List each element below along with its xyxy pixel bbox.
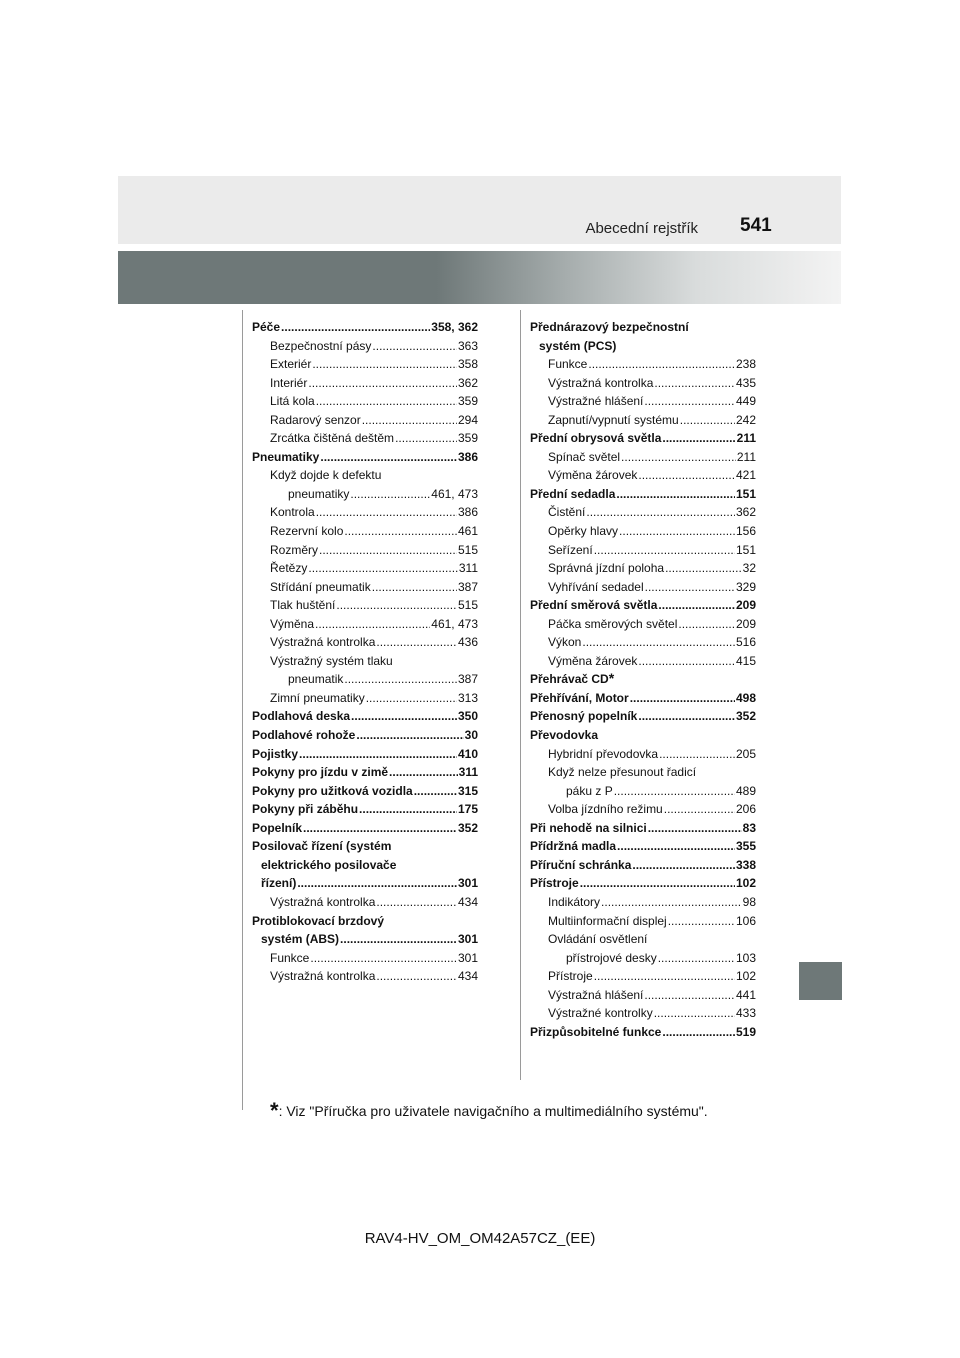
index-entry-page: 238 bbox=[735, 357, 756, 372]
index-entry-page: 30 bbox=[464, 728, 478, 743]
index-entry bbox=[530, 652, 756, 671]
index-entry-term: Přehřívání, Motor bbox=[530, 690, 629, 705]
index-entry-term: Výměna žárovek bbox=[548, 468, 638, 483]
index-entry bbox=[530, 819, 756, 838]
dot-leader bbox=[586, 503, 735, 522]
index-entry bbox=[530, 745, 756, 764]
dot-leader bbox=[316, 392, 457, 411]
index-entry-term: pneumatik bbox=[288, 672, 344, 687]
dot-leader bbox=[630, 689, 735, 708]
index-entry-term: Výstražná kontrolka bbox=[270, 894, 376, 909]
index-entry bbox=[252, 893, 478, 912]
index-entry-term: Výstražná kontrolka bbox=[270, 969, 376, 984]
index-entry-page: 151 bbox=[735, 486, 756, 501]
index-entry bbox=[252, 856, 478, 875]
index-entry-page: 175 bbox=[457, 802, 478, 817]
index-entry-page: 301 bbox=[457, 950, 478, 965]
dot-leader bbox=[594, 541, 735, 560]
index-entry-term: Když dojde k defektu bbox=[270, 468, 382, 483]
index-entry-term: Přednárazový bezpečnostní bbox=[530, 320, 689, 334]
index-entry bbox=[252, 615, 478, 634]
index-entry-term: systém (ABS) bbox=[261, 932, 340, 947]
index-entry-page: 358, 362 bbox=[431, 320, 478, 334]
index-entry-term: Přední směrová světla bbox=[530, 598, 658, 613]
index-entry bbox=[252, 633, 478, 652]
index-entry-term: Volba jízdního režimu bbox=[548, 802, 663, 817]
index-entry-page: 415 bbox=[735, 653, 756, 668]
index-entry-page: 498 bbox=[735, 690, 756, 705]
index-entry-page: 338 bbox=[735, 857, 756, 872]
index-entry-page: 436 bbox=[457, 635, 478, 650]
index-entry bbox=[252, 782, 478, 801]
index-entry bbox=[252, 689, 478, 708]
index-column-right bbox=[530, 318, 756, 1041]
index-entry-term: Výstražná kontrolka bbox=[270, 635, 376, 650]
index-entry-page: 242 bbox=[735, 412, 756, 427]
index-entry-term: Přední sedadla bbox=[530, 486, 616, 501]
index-entry-page: 434 bbox=[457, 894, 478, 909]
dot-leader bbox=[644, 392, 735, 411]
index-entry-term: Páčka směrových světel bbox=[548, 616, 678, 631]
index-entry-page: 363 bbox=[457, 338, 478, 353]
index-entry-page: 359 bbox=[457, 431, 478, 446]
index-entry-term: Výměna bbox=[270, 616, 315, 631]
dot-leader bbox=[662, 1023, 735, 1042]
index-entry bbox=[530, 596, 756, 615]
index-entry bbox=[530, 485, 756, 504]
index-entry-page: 421 bbox=[735, 468, 756, 483]
index-entry-term: systém (PCS) bbox=[539, 338, 617, 353]
index-entry bbox=[252, 503, 478, 522]
dot-leader bbox=[376, 893, 457, 912]
dot-leader bbox=[315, 615, 430, 634]
index-entry-term: Bezpečnostní pásy bbox=[270, 338, 372, 353]
dot-leader bbox=[299, 745, 457, 764]
index-entry-page: 156 bbox=[735, 524, 756, 539]
index-entry-term: Opěrky hlavy bbox=[548, 524, 619, 539]
dot-leader bbox=[356, 726, 463, 745]
index-entry bbox=[530, 318, 756, 337]
dot-leader bbox=[344, 670, 457, 689]
index-entry bbox=[530, 448, 756, 467]
index-entry bbox=[530, 782, 756, 801]
dot-leader bbox=[336, 596, 457, 615]
index-entry bbox=[252, 726, 478, 745]
index-entry-term: Přední obrysová světla bbox=[530, 431, 662, 446]
index-entry-term: Podlahová deska bbox=[252, 709, 351, 724]
index-entry-term: Zrcátka čištěná deštěm bbox=[270, 431, 395, 446]
index-entry-page: 362 bbox=[735, 505, 756, 520]
footnote-text: : Viz "Příručka pro uživatele navigačního a multimediálního systému". bbox=[278, 1103, 708, 1119]
index-entry-term: Přenosný popelník bbox=[530, 709, 638, 724]
index-entry-page: 209 bbox=[735, 598, 756, 613]
index-entry-term: Podlahové rohože bbox=[252, 728, 356, 743]
index-entry-term: páku z P bbox=[566, 783, 613, 798]
dot-leader bbox=[351, 707, 457, 726]
index-entry-page: 352 bbox=[735, 709, 756, 724]
dot-leader bbox=[372, 578, 457, 597]
index-entry-term: Kontrola bbox=[270, 505, 315, 520]
index-entry bbox=[530, 466, 756, 485]
dot-leader bbox=[308, 559, 458, 578]
dot-leader bbox=[638, 466, 735, 485]
dot-leader bbox=[665, 559, 742, 578]
dot-leader bbox=[617, 837, 735, 856]
index-entry-page: 519 bbox=[735, 1024, 756, 1039]
index-entry-page: 209 bbox=[735, 616, 756, 631]
index-entry-term: Multiinformační displej bbox=[548, 913, 667, 928]
dot-leader bbox=[389, 763, 458, 782]
index-entry-page: 358 bbox=[457, 357, 478, 372]
index-entry bbox=[530, 578, 756, 597]
index-entry-page: 102 bbox=[735, 969, 756, 984]
index-entry-term: Posilovač řízení (systém bbox=[252, 839, 392, 854]
index-entry bbox=[530, 837, 756, 856]
index-entry-page: 301 bbox=[457, 876, 478, 891]
middle-column-rule bbox=[520, 310, 521, 1080]
index-entry-page: 83 bbox=[742, 820, 756, 835]
index-entry-page: 410 bbox=[457, 746, 478, 761]
index-entry-term: Zimní pneumatiky bbox=[270, 690, 365, 705]
footnote bbox=[270, 1098, 708, 1124]
index-entry bbox=[252, 819, 478, 838]
index-entry-page: 441 bbox=[735, 987, 756, 1002]
page-number: 541 bbox=[740, 215, 772, 236]
index-entry-page: 461 bbox=[457, 524, 478, 539]
index-entry bbox=[530, 633, 756, 652]
index-entry-term: Střídání pneumatik bbox=[270, 579, 371, 594]
index-entry-page: 387 bbox=[457, 672, 478, 687]
index-entry-page: 103 bbox=[735, 950, 756, 965]
index-entry bbox=[252, 763, 478, 782]
index-entry bbox=[530, 763, 756, 782]
index-entry bbox=[530, 615, 756, 634]
index-entry-page: 205 bbox=[735, 746, 756, 761]
index-entry-term: Exteriér bbox=[270, 357, 312, 372]
dot-leader bbox=[616, 485, 735, 504]
index-entry bbox=[252, 652, 478, 671]
index-entry bbox=[252, 392, 478, 411]
index-entry-term: Výstražná hlášení bbox=[548, 987, 644, 1002]
index-entry-term: přístrojové desky bbox=[566, 950, 657, 965]
index-entry-term: Přizpůsobitelné funkce bbox=[530, 1024, 662, 1039]
index-entry bbox=[252, 522, 478, 541]
index-entry bbox=[252, 837, 478, 856]
dot-leader bbox=[668, 912, 735, 931]
index-entry bbox=[530, 559, 756, 578]
index-entry-page: 435 bbox=[735, 375, 756, 390]
index-entry-page: 515 bbox=[457, 598, 478, 613]
dot-leader bbox=[316, 503, 457, 522]
dot-leader bbox=[645, 578, 735, 597]
index-entry-term: Pokyny při záběhu bbox=[252, 802, 359, 817]
index-entry-term: Funkce bbox=[548, 357, 588, 372]
index-entry-term: Pneumatiky bbox=[252, 449, 320, 464]
dot-leader bbox=[658, 949, 735, 968]
index-entry bbox=[252, 578, 478, 597]
index-entry-term: Přístroje bbox=[530, 876, 579, 891]
index-entry-page: 32 bbox=[742, 561, 756, 576]
index-entry bbox=[530, 392, 756, 411]
index-entry bbox=[252, 337, 478, 356]
index-entry bbox=[252, 949, 478, 968]
index-entry bbox=[252, 745, 478, 764]
index-entry-term: Výstražné hlášení bbox=[548, 394, 644, 409]
index-entry bbox=[530, 541, 756, 560]
index-entry-page: 461, 473 bbox=[431, 616, 478, 631]
index-entry-page: 350 bbox=[457, 709, 478, 724]
index-entry-term: Když nelze přesunout řadicí bbox=[548, 765, 697, 780]
index-entry bbox=[530, 707, 756, 726]
index-entry-term: Tlak huštění bbox=[270, 598, 336, 613]
index-entry-page: 313 bbox=[457, 690, 478, 705]
index-entry-term: Péče bbox=[252, 320, 281, 334]
dot-leader bbox=[638, 707, 735, 726]
index-entry bbox=[530, 1023, 756, 1042]
index-entry-page: 434 bbox=[457, 969, 478, 984]
index-entry-term: Správná jízdní poloha bbox=[548, 561, 665, 576]
index-entry bbox=[252, 670, 478, 689]
left-column-rule bbox=[242, 310, 243, 1110]
index-entry bbox=[530, 967, 756, 986]
index-entry-page: 387 bbox=[457, 579, 478, 594]
dot-leader bbox=[659, 745, 735, 764]
index-entry-page: 151 bbox=[735, 542, 756, 557]
index-entry-term: Vyhřívání sedadel bbox=[548, 579, 644, 594]
dot-leader bbox=[320, 448, 457, 467]
dot-leader bbox=[350, 485, 430, 504]
index-entry bbox=[530, 522, 756, 541]
index-entry-term: Radarový senzor bbox=[270, 412, 361, 427]
dot-leader bbox=[308, 374, 457, 393]
index-entry-term: Pojistky bbox=[252, 746, 299, 761]
index-entry-term: Čistění bbox=[548, 505, 586, 520]
index-entry bbox=[530, 800, 756, 819]
index-entry-term: Příruční schránka bbox=[530, 857, 632, 872]
index-entry bbox=[530, 411, 756, 430]
index-entry-term: Výstražný systém tlaku bbox=[270, 653, 393, 668]
dot-leader bbox=[303, 819, 457, 838]
index-entry bbox=[252, 596, 478, 615]
dot-leader bbox=[414, 782, 457, 801]
index-entry bbox=[530, 689, 756, 708]
index-entry-term: elektrického posilovače bbox=[261, 857, 397, 872]
header-gradient-bar bbox=[118, 251, 841, 304]
index-entry-page: 301 bbox=[457, 932, 478, 947]
index-entry-term: Přehrávač CD bbox=[530, 672, 609, 687]
index-entry bbox=[252, 541, 478, 560]
index-entry-term: Rozměry bbox=[270, 542, 319, 557]
index-entry bbox=[530, 912, 756, 931]
section-title: Abecední rejstřík bbox=[585, 220, 698, 237]
index-entry bbox=[530, 1004, 756, 1023]
dot-leader bbox=[340, 930, 457, 949]
index-entry bbox=[252, 411, 478, 430]
index-entry-term: Výkon bbox=[548, 635, 582, 650]
index-entry-page: 515 bbox=[457, 542, 478, 557]
dot-leader bbox=[376, 633, 457, 652]
index-entry bbox=[252, 559, 478, 578]
index-entry bbox=[252, 912, 478, 931]
dot-leader bbox=[614, 782, 735, 801]
index-entry bbox=[252, 318, 478, 337]
index-entry-page: 461, 473 bbox=[431, 486, 478, 501]
dot-leader bbox=[344, 522, 457, 541]
index-entry bbox=[252, 466, 478, 485]
index-entry bbox=[530, 337, 756, 356]
dot-leader bbox=[644, 986, 735, 1005]
index-entry-page: 106 bbox=[735, 913, 756, 928]
dot-leader bbox=[582, 633, 735, 652]
index-entry-page: 362 bbox=[457, 375, 478, 390]
index-entry-term: Pokyny pro jízdu v zimě bbox=[252, 765, 389, 780]
index-entry bbox=[252, 485, 478, 504]
dot-leader bbox=[297, 874, 457, 893]
index-entry-term: Převodovka bbox=[530, 728, 599, 743]
index-entry bbox=[530, 355, 756, 374]
index-entry-page: 211 bbox=[736, 431, 756, 446]
index-entry-term: pneumatiky bbox=[288, 486, 350, 501]
index-entry bbox=[530, 374, 756, 393]
dot-leader bbox=[310, 949, 457, 968]
dot-leader bbox=[376, 967, 457, 986]
index-entry-term: Řetězy bbox=[270, 561, 308, 576]
dot-leader bbox=[312, 355, 457, 374]
dot-leader bbox=[366, 689, 457, 708]
dot-leader bbox=[678, 615, 735, 634]
index-side-tab bbox=[799, 962, 842, 1000]
index-column-left bbox=[252, 318, 478, 986]
index-entry bbox=[530, 893, 756, 912]
index-entry-page: 489 bbox=[735, 783, 756, 798]
index-entry-term: Rezervní kolo bbox=[270, 524, 344, 539]
dot-leader bbox=[319, 541, 457, 560]
dot-leader bbox=[632, 856, 735, 875]
index-entry-page: 355 bbox=[735, 839, 756, 854]
index-entry bbox=[252, 874, 478, 893]
index-entry-term: Seřízení bbox=[548, 542, 593, 557]
dot-leader bbox=[281, 318, 430, 337]
index-entry: Přehrávač CD * bbox=[530, 670, 756, 689]
header-band bbox=[118, 176, 841, 244]
index-entry-term: Zapnutí/vypnutí systému bbox=[548, 412, 679, 427]
index-entry bbox=[530, 503, 756, 522]
dot-leader bbox=[580, 874, 735, 893]
index-entry bbox=[252, 429, 478, 448]
index-entry-page: 315 bbox=[457, 783, 478, 798]
dot-leader bbox=[621, 448, 736, 467]
index-entry bbox=[530, 429, 756, 448]
index-entry-page: 206 bbox=[735, 802, 756, 817]
index-entry-page: 516 bbox=[735, 635, 756, 650]
index-entry-term: Protiblokovací brzdový bbox=[252, 913, 385, 928]
dot-leader bbox=[648, 819, 742, 838]
index-entry bbox=[530, 930, 756, 949]
index-entry-term: Při nehodě na silnici bbox=[530, 820, 647, 835]
index-entry-term: Výstražné kontrolky bbox=[548, 1006, 653, 1021]
index-entry bbox=[252, 707, 478, 726]
index-entry-term: Interiér bbox=[270, 375, 308, 390]
dot-leader bbox=[359, 800, 457, 819]
index-entry bbox=[252, 930, 478, 949]
dot-leader bbox=[638, 652, 735, 671]
dot-leader bbox=[680, 411, 735, 430]
dot-leader bbox=[372, 337, 457, 356]
index-entry bbox=[530, 726, 756, 745]
index-entry-page: 98 bbox=[742, 894, 756, 909]
dot-leader bbox=[654, 1004, 735, 1023]
index-entry-term: Pokyny pro užitková vozidla bbox=[252, 783, 413, 798]
index-entry bbox=[252, 448, 478, 467]
index-entry-page: 211 bbox=[736, 449, 756, 464]
index-entry-term: Výměna žárovek bbox=[548, 653, 638, 668]
index-entry-page: 359 bbox=[457, 394, 478, 409]
index-entry-term: Spínač světel bbox=[548, 449, 621, 464]
index-entry-term: Indikátory bbox=[548, 894, 601, 909]
dot-leader bbox=[601, 893, 742, 912]
index-entry-term: Výstražná kontrolka bbox=[548, 375, 654, 390]
dot-leader bbox=[362, 411, 457, 430]
index-entry-term: Popelník bbox=[252, 820, 303, 835]
index-entry bbox=[252, 374, 478, 393]
index-entry-term: řízení) bbox=[261, 876, 297, 891]
dot-leader bbox=[395, 429, 457, 448]
index-entry bbox=[530, 856, 756, 875]
index-entry-page: 311 bbox=[458, 561, 478, 576]
index-entry bbox=[252, 967, 478, 986]
index-entry-page: 102 bbox=[735, 876, 756, 891]
dot-leader bbox=[658, 596, 735, 615]
index-entry bbox=[252, 355, 478, 374]
index-entry bbox=[530, 874, 756, 893]
dot-leader bbox=[619, 522, 735, 541]
dot-leader bbox=[654, 374, 735, 393]
index-entry bbox=[252, 800, 478, 819]
document-code: RAV4-HV_OM_OM42A57CZ_(EE) bbox=[364, 1230, 596, 1247]
index-entry-page: 294 bbox=[457, 412, 478, 427]
index-entry-term: Funkce bbox=[270, 950, 310, 965]
dot-leader bbox=[588, 355, 735, 374]
index-entry-page: 311 bbox=[458, 765, 478, 780]
index-entry-page: 352 bbox=[457, 820, 478, 835]
index-entry-term: Ovládání osvětlení bbox=[548, 932, 648, 947]
index-entry bbox=[530, 949, 756, 968]
footnote-star: * bbox=[270, 1098, 279, 1123]
index-entry-term: Přídržná madla bbox=[530, 839, 617, 854]
index-entry-term: Přístroje bbox=[548, 969, 593, 984]
dot-leader bbox=[664, 800, 735, 819]
index-entry-term: Litá kola bbox=[270, 394, 315, 409]
index-entry-page: 329 bbox=[735, 579, 756, 594]
index-entry bbox=[530, 986, 756, 1005]
index-entry-page: 386 bbox=[457, 449, 478, 464]
dot-leader bbox=[594, 967, 735, 986]
index-entry-page: 433 bbox=[735, 1006, 756, 1021]
index-entry-page: 386 bbox=[457, 505, 478, 520]
index-entry-page: 449 bbox=[735, 394, 756, 409]
dot-leader bbox=[662, 429, 735, 448]
index-entry-term: Hybridní převodovka bbox=[548, 746, 659, 761]
